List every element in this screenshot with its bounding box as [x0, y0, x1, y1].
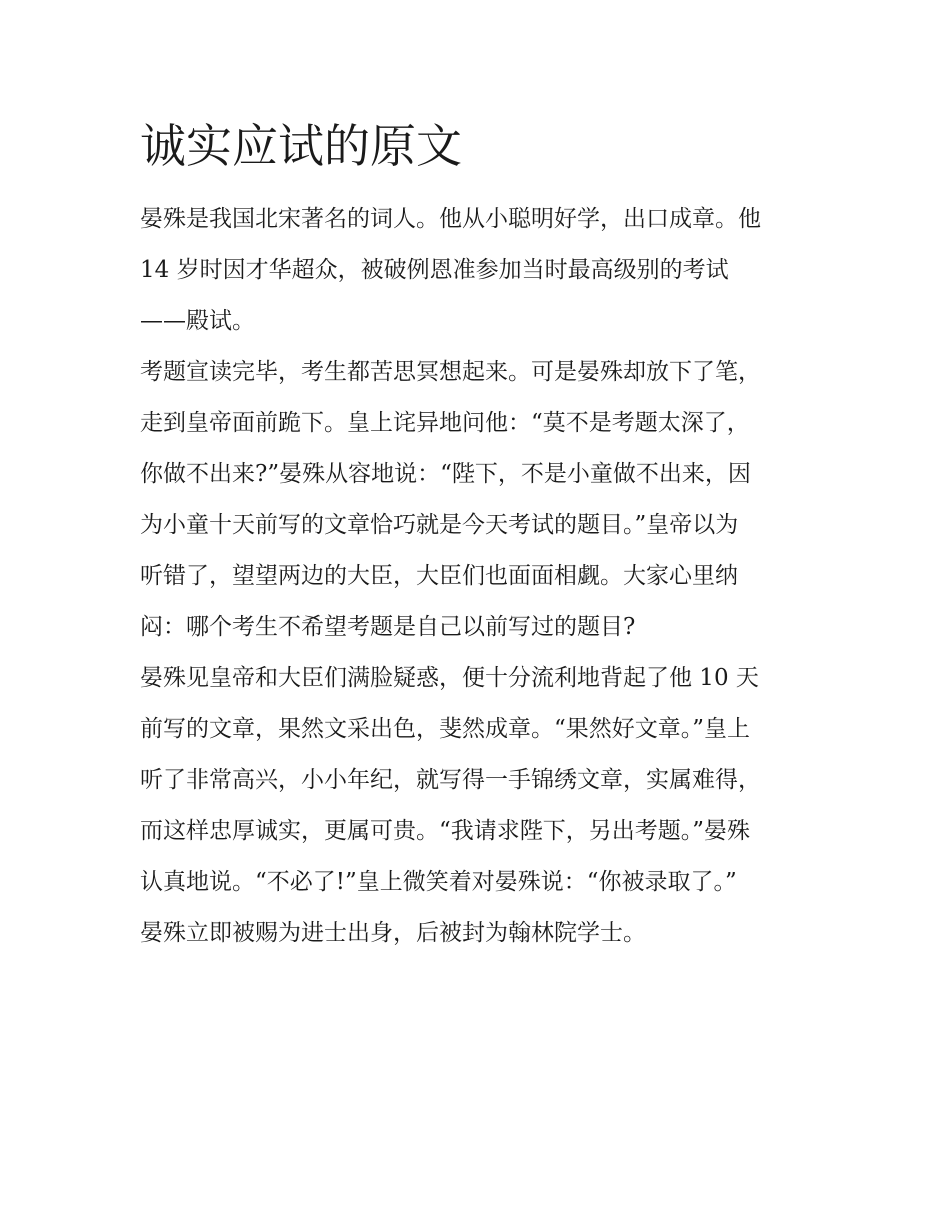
- document-page: [140, 110, 815, 959]
- paragraph-3: [140, 653, 815, 959]
- paragraph-line: 14 岁时因才华超众，被破例恩准参加当时最高级别的考试: [140, 257, 729, 283]
- document-title: 诚实应试的原文: [140, 119, 462, 173]
- paragraph-line: 认真地说。“不必了!”皇上微笑着对晏殊说：“你被录取了。”: [140, 869, 737, 895]
- paragraph-2: [140, 347, 815, 653]
- paragraph-line: 听错了，望望两边的大臣，大臣们也面面相觑。大家心里纳: [140, 563, 738, 589]
- paragraph-line: 晏殊见皇帝和大臣们满脸疑惑，便十分流利地背起了他 10 天: [140, 665, 759, 691]
- paragraph-1: [140, 194, 815, 347]
- paragraph-line: 考题宣读完毕，考生都苦思冥想起来。可是晏殊却放下了笔，: [140, 359, 761, 385]
- paragraph-line: 晏殊是我国北宋著名的词人。他从小聪明好学，出口成章。他: [140, 206, 761, 232]
- paragraph-line: 前写的文章，果然文采出色，斐然成章。“果然好文章。”皇上: [140, 716, 751, 742]
- paragraph-line: 走到皇帝面前跪下。皇上诧异地问他：“莫不是考题太深了，: [140, 410, 750, 436]
- paragraph-line: ——殿试。: [140, 308, 255, 334]
- paragraph-line: 而这样忠厚诚实，更属可贵。“我请求陛下，另出考题。”晏殊: [140, 818, 751, 844]
- paragraph-line: 听了非常高兴，小小年纪，就写得一手锦绣文章，实属难得，: [140, 767, 761, 793]
- paragraph-line: 闷：哪个考生不希望考题是自己以前写过的题目?: [140, 614, 636, 640]
- paragraph-line: 你做不出来?”晏殊从容地说：“陛下，不是小童做不出来，因: [140, 461, 751, 487]
- paragraph-line: 晏殊立即被赐为进士出身，后被封为翰林院学士。: [140, 920, 646, 946]
- paragraph-line: 为小童十天前写的文章恰巧就是今天考试的题目。”皇帝以为: [140, 512, 739, 538]
